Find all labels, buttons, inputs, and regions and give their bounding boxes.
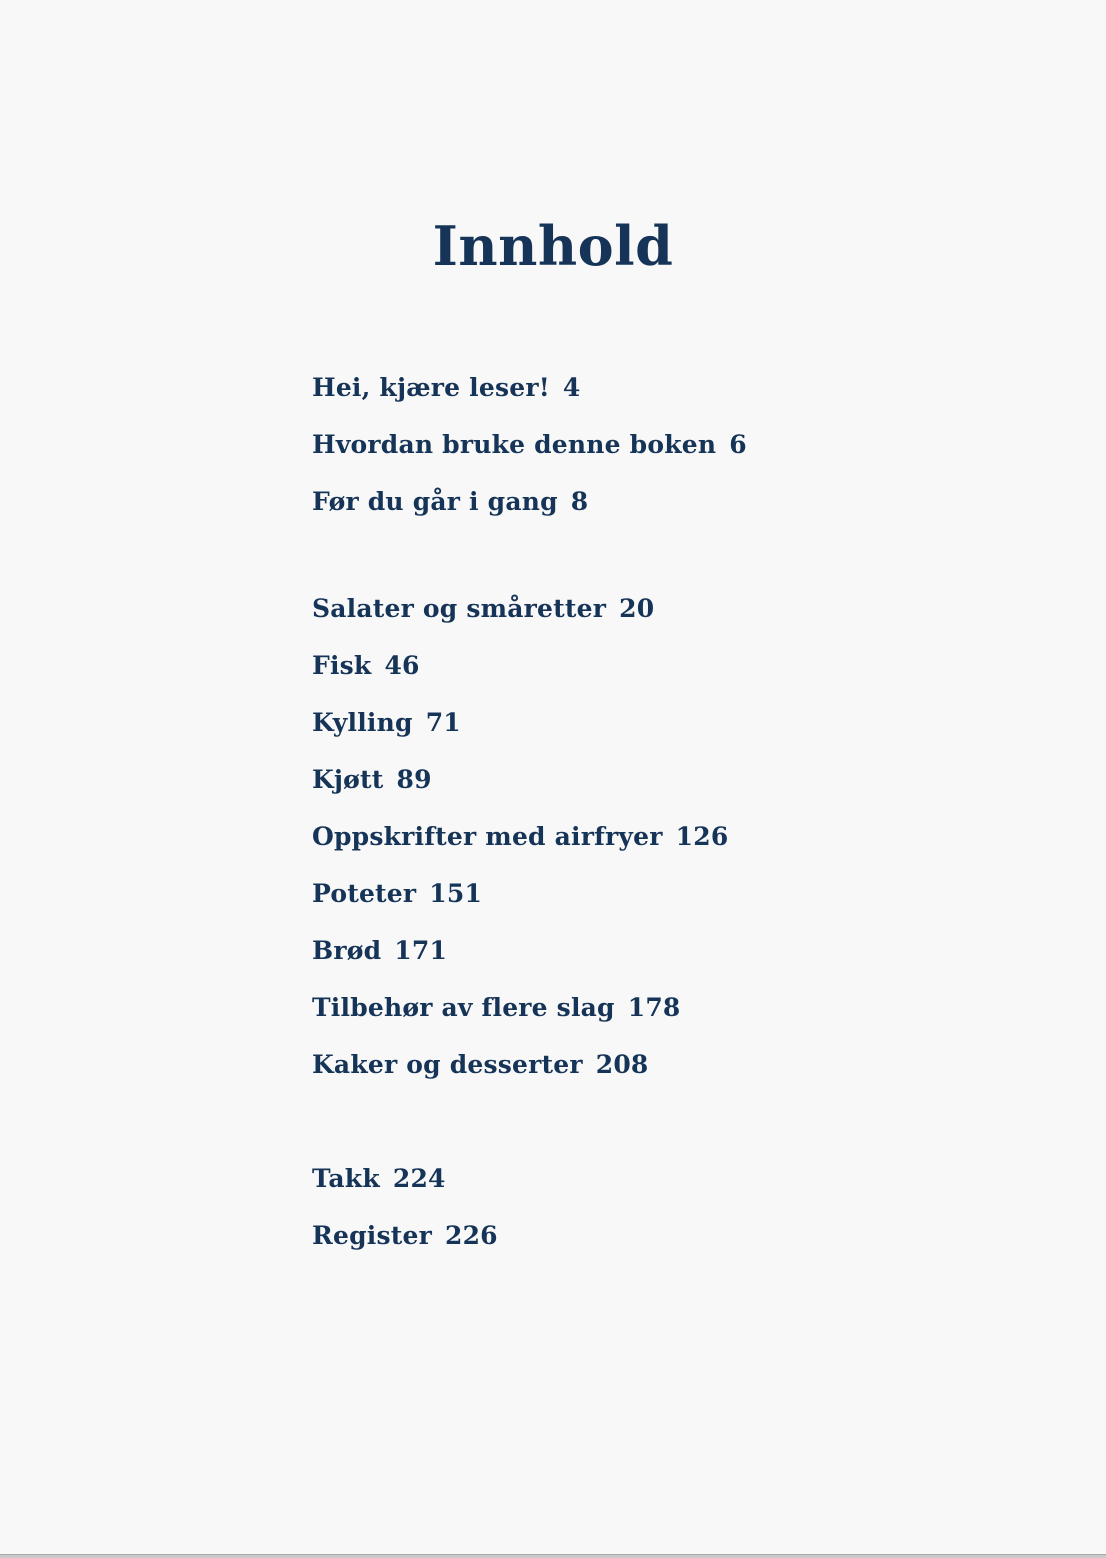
toc-page-number: 8	[570, 487, 589, 516]
toc-entry-label: Kylling	[312, 708, 413, 737]
toc-entry-label: Register	[312, 1221, 432, 1250]
toc-page-number: 171	[394, 936, 448, 965]
toc-entry-label: Før du går i gang	[312, 487, 558, 516]
toc-page-number: 126	[675, 822, 729, 851]
toc-page-number: 224	[392, 1164, 446, 1193]
toc-entry[interactable]	[312, 371, 581, 405]
page-bottom-edge	[0, 1554, 1106, 1558]
toc-page-number: 6	[729, 430, 747, 459]
toc-page-number: 89	[396, 765, 432, 794]
toc-entry-label: Salater og småretter	[312, 594, 607, 623]
toc-entry[interactable]	[312, 706, 461, 740]
toc-page-number: 178	[627, 993, 681, 1022]
toc-entry[interactable]	[312, 991, 681, 1025]
toc-entry-label: Brød	[312, 936, 382, 965]
toc-page-number: 4	[562, 373, 581, 402]
toc-entry[interactable]	[312, 934, 447, 968]
page-title: Innhold	[432, 214, 674, 278]
toc-entry[interactable]	[312, 1219, 498, 1253]
toc-page-number: 46	[384, 651, 420, 680]
toc-entry-label: Fisk	[312, 651, 372, 680]
toc-entry[interactable]	[312, 485, 588, 519]
toc-entry-label: Poteter	[312, 879, 417, 908]
toc-entry-label: Hei, kjære leser!	[312, 373, 550, 402]
toc-entry[interactable]	[312, 763, 432, 797]
toc-page-number: 208	[595, 1050, 649, 1079]
toc-page-number: 226	[444, 1221, 498, 1250]
toc-page-number: 20	[619, 594, 655, 623]
toc-entry[interactable]	[312, 877, 482, 911]
toc-entry-label: Tilbehør av flere slag	[312, 993, 615, 1022]
toc-page-number: 151	[429, 879, 483, 908]
toc-entry[interactable]	[312, 592, 654, 626]
toc-entry[interactable]	[312, 428, 747, 462]
toc-entry[interactable]	[312, 1048, 649, 1082]
toc-entry-label: Takk	[312, 1164, 380, 1193]
toc-entry-label: Oppskrifter med airfryer	[312, 822, 663, 851]
toc-entry[interactable]	[312, 1162, 446, 1196]
toc-entry-label: Kaker og desserter	[312, 1050, 583, 1079]
toc-entry-label: Hvordan bruke denne boken	[312, 430, 717, 459]
toc-page-number: 71	[425, 708, 461, 737]
toc-entry-label: Kjøtt	[312, 765, 384, 794]
toc-entry[interactable]	[312, 820, 728, 854]
toc-entry[interactable]	[312, 649, 420, 683]
